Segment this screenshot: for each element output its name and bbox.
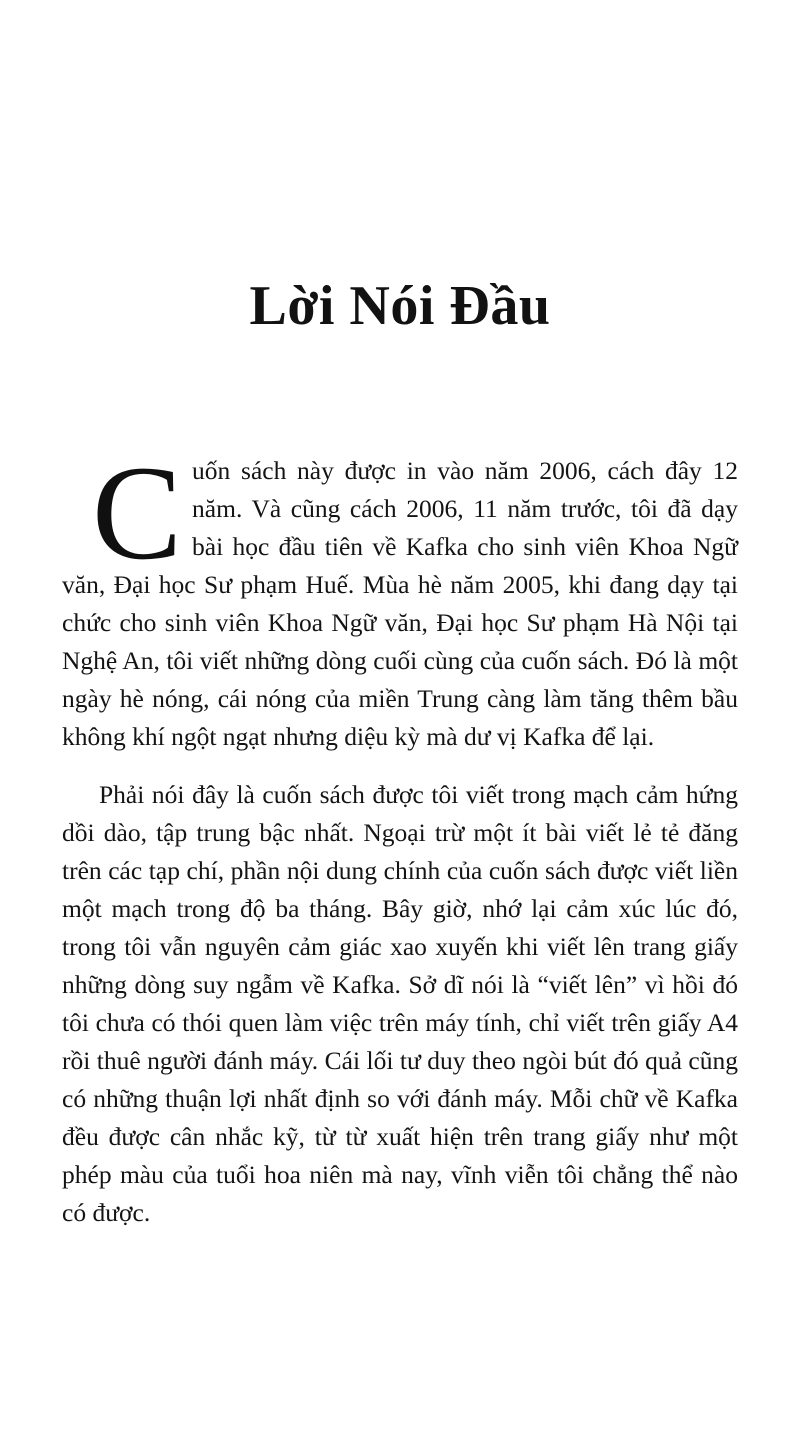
book-page <box>62 0 738 1232</box>
paragraph <box>62 439 738 756</box>
drop-cap-letter: C <box>92 439 183 588</box>
paragraph-text: uốn sách này được in vào năm 2006, cách đây 12 năm. Và cũng cách 2006, 11 năm trước, tôi đã dạy bài học đầu tiên về Kafka cho sinh viên Khoa Ngữ văn, Đại học Sư phạm Huế. Mùa hè năm 2005, khi đang dạy tại chức cho sinh viên Khoa Ngữ văn, Đại học Sư phạm Hà Nội tại Nghệ An, tôi viết những dòng cuối cùng của cuốn sách. Đó là một ngày hè nóng, cái nóng của miền Trung càng làm tăng thêm bầu không khí ngột ngạt nhưng diệu kỳ mà dư vị Kafka để lại. <box>62 456 738 751</box>
paragraph: Phải nói đây là cuốn sách được tôi viết trong mạch cảm hứng dồi dào, tập trung bậc nhất. Ngoại trừ một ít bài viết lẻ tẻ đăng trên các tạp chí, phần nội dung chính của cuốn sách được viết liền một mạch trong độ ba tháng. Bây giờ, nhớ lại cảm xúc lúc đó, trong tôi vẫn nguyên cảm giác xao xuyến khi viết lên trang giấy những dòng suy ngẫm về Kafka. Sở dĩ nói là “viết lên” vì hồi đó tôi chưa có thói quen làm việc trên máy tính, chỉ viết trên giấy A4 rồi thuê người đánh máy. Cái lối tư duy theo ngòi bút đó quả cũng có những thuận lợi nhất định so với đánh máy. Mỗi chữ về Kafka đều được cân nhắc kỹ, từ từ xuất hiện trên trang giấy như một phép màu của tuổi hoa niên mà nay, vĩnh viễn tôi chẳng thể nào có được. <box>62 780 738 1227</box>
chapter-body <box>62 439 738 1232</box>
chapter-title: Lời Nói Đầu <box>249 275 551 337</box>
